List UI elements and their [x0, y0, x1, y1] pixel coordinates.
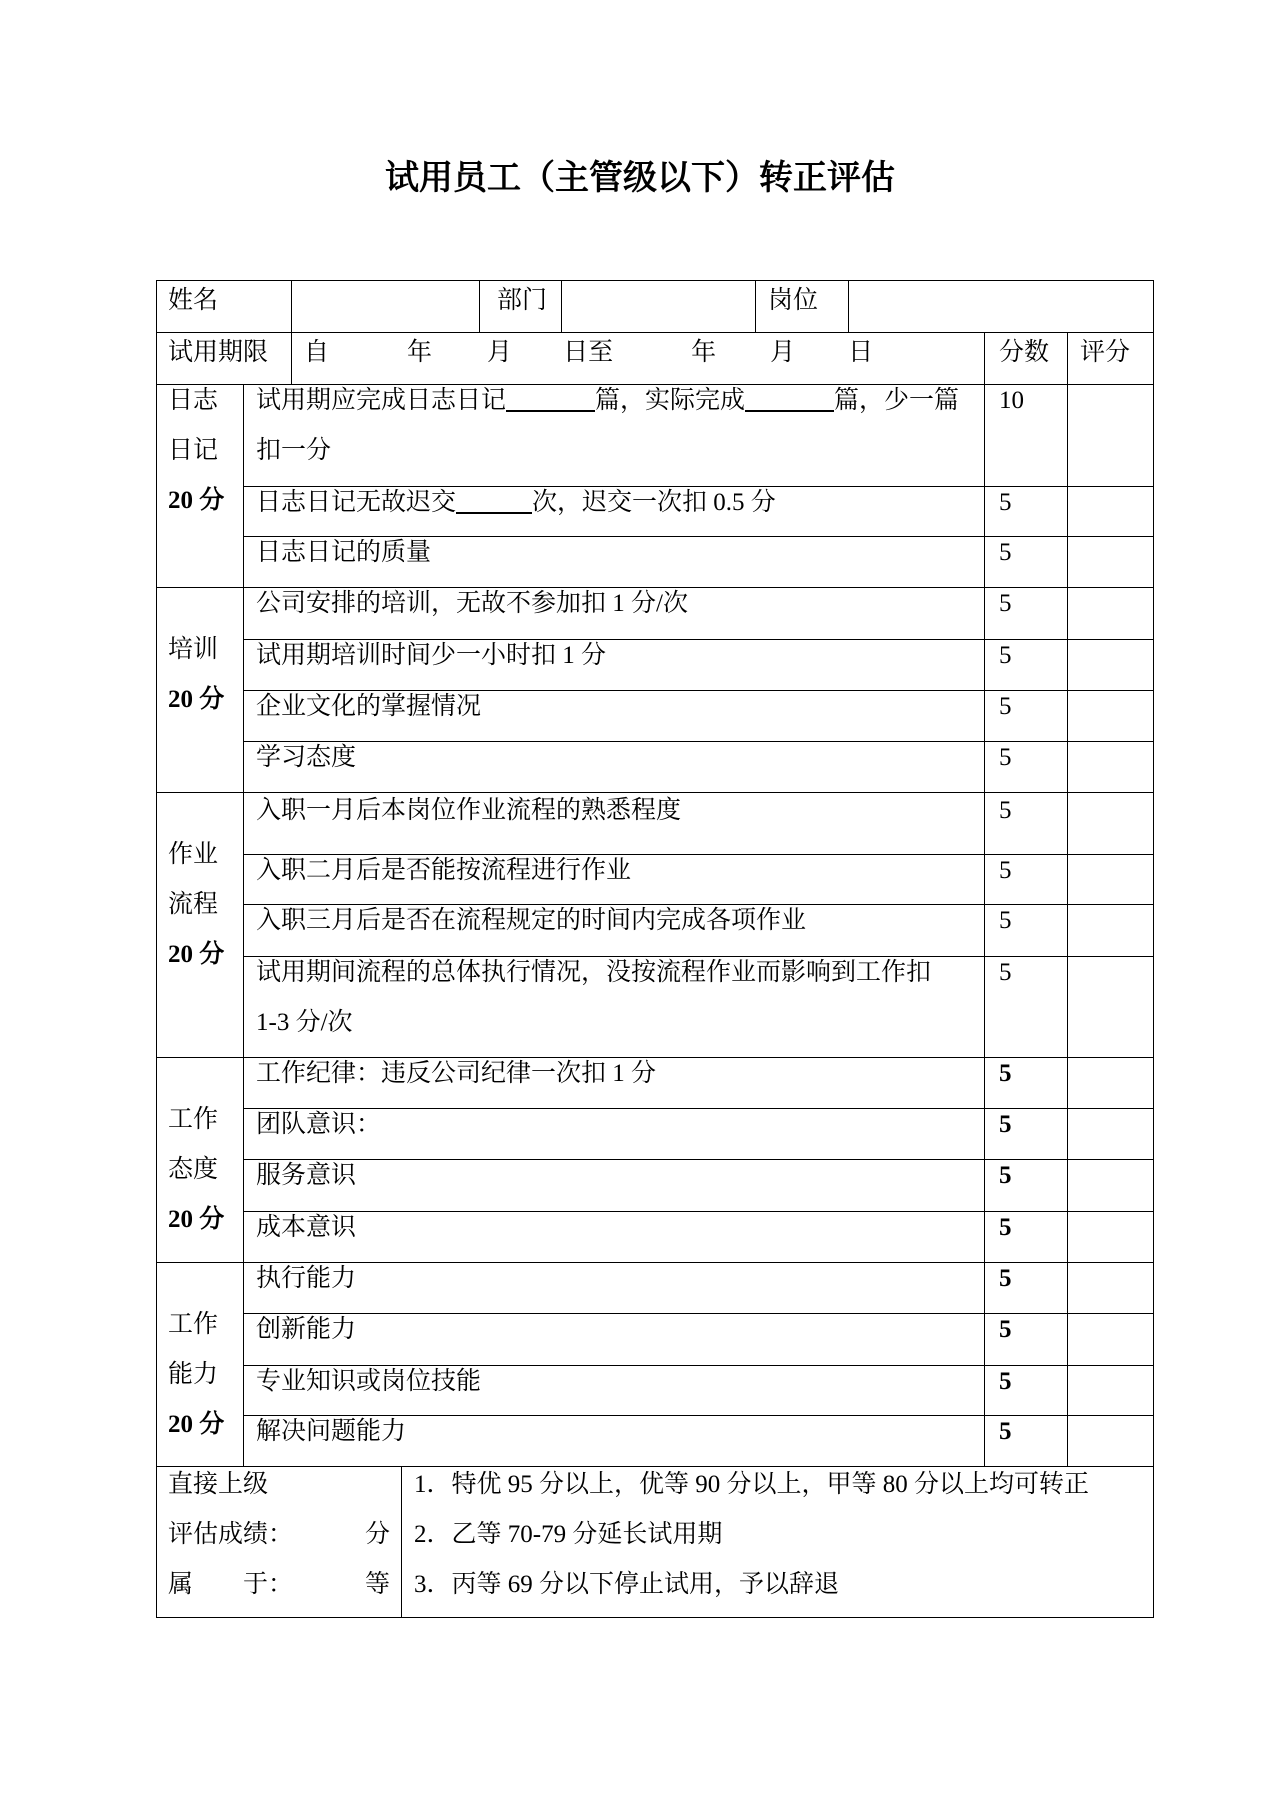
position-value-cell: [849, 281, 1154, 333]
grading-rule: 2．乙等 70-79 分延长试用期: [414, 1521, 723, 1548]
rating-cell: [1068, 1314, 1154, 1366]
position-label: 岗位: [768, 287, 819, 314]
section-label-line: 能力: [168, 1361, 219, 1388]
score-line: [168, 1510, 390, 1560]
rating-cell: [1068, 957, 1154, 1058]
supervisor-evaluation-cell: [157, 1467, 402, 1618]
criterion-text: [256, 376, 978, 476]
criterion-text: [256, 948, 978, 1048]
criterion-text: 团队意识：: [256, 1111, 382, 1138]
criterion-text: 企业文化的掌握情况: [256, 693, 482, 720]
score-unit: 分: [365, 1521, 391, 1548]
name-label-cell: [157, 281, 292, 333]
rating-cell: [1068, 1160, 1154, 1212]
grading-rules: [414, 1460, 1147, 1610]
page-title: 试用员工（主管级以下）转正评估: [385, 160, 895, 197]
evaluation-form-table: [156, 280, 1154, 1618]
department-label-cell: [480, 281, 562, 333]
criterion-text-line: 试用期间流程的总体执行情况，没按流程作业而影响到工作扣: [256, 959, 932, 986]
section-label-line: 态度: [168, 1156, 219, 1183]
criterion-score: 10: [999, 387, 1025, 414]
section-label-text: [168, 1095, 237, 1245]
supervisor-label: 直接上级: [168, 1471, 269, 1498]
rating-cell: [1068, 1416, 1154, 1467]
criterion-text: 公司安排的培训，无故不参加扣 1 分/次: [256, 590, 688, 617]
section-label-line: 日志: [168, 387, 219, 414]
criterion-score: 5: [999, 642, 1012, 669]
criterion-text: 专业知识或岗位技能: [256, 1368, 482, 1395]
rating-cell: [1068, 793, 1154, 855]
criterion-cell: [244, 385, 985, 487]
section-label-line: 工作: [168, 1311, 219, 1338]
name-value-cell: [292, 281, 480, 333]
criterion-score: 5: [999, 857, 1012, 884]
period-month-start: 月: [487, 339, 513, 366]
section-label-workflow: [157, 793, 244, 1058]
score-column-header: 分数: [999, 339, 1050, 366]
criterion-score: 5: [999, 959, 1012, 986]
criterion-score: 5: [999, 1111, 1012, 1138]
criterion-score: 5: [999, 797, 1012, 824]
criterion-text-line: 1-3 分/次: [256, 1009, 353, 1036]
period-label: 试用期限: [168, 339, 269, 366]
rating-cell: [1068, 385, 1154, 487]
criterion-row: [157, 957, 1154, 1058]
section-points: 20 分: [168, 1411, 225, 1438]
criterion-text: 入职一月后本岗位作业流程的熟悉程度: [256, 797, 682, 824]
section-points: 20 分: [168, 686, 225, 713]
criterion-text-part: 试用期应完成日志日记: [256, 387, 507, 414]
rating-cell: [1068, 640, 1154, 691]
rating-header-cell: [1068, 333, 1154, 385]
criterion-text: 解决问题能力: [256, 1418, 407, 1445]
rating-cell: [1068, 691, 1154, 742]
criterion-score: 5: [999, 1162, 1012, 1189]
criterion-cell: [244, 742, 985, 793]
rating-cell: [1068, 537, 1154, 588]
criterion-score: 5: [999, 539, 1012, 566]
department-value-cell: [562, 281, 756, 333]
period-range: [304, 328, 978, 378]
summary-row: [157, 1467, 1154, 1618]
rating-cell: [1068, 588, 1154, 640]
criterion-text: 日志日记的质量: [256, 539, 432, 566]
section-label-line: 流程: [168, 891, 219, 918]
period-from: 自: [304, 339, 330, 366]
name-label: 姓名: [168, 287, 219, 314]
rating-cell: [1068, 1366, 1154, 1416]
criterion-text: 服务意识: [256, 1162, 357, 1189]
criterion-row: [157, 385, 1154, 487]
section-label-training: [157, 588, 244, 793]
criterion-score: 5: [999, 590, 1012, 617]
period-year-end: 年: [691, 339, 717, 366]
fill-in-blank: [456, 490, 532, 514]
section-label-line: 工作: [168, 1106, 219, 1133]
grading-rule: 3．丙等 69 分以下停止试用，予以辞退: [414, 1571, 840, 1598]
grading-rules-cell: [402, 1467, 1154, 1618]
section-label-text: [168, 1300, 237, 1450]
rating-cell: [1068, 905, 1154, 957]
criterion-row: [157, 742, 1154, 793]
info-row: [157, 281, 1154, 333]
rating-cell: [1068, 855, 1154, 905]
grade-unit: 等: [365, 1571, 391, 1598]
criterion-text: 入职三月后是否在流程规定的时间内完成各项作业: [256, 907, 807, 934]
criterion-text: [256, 478, 978, 528]
rating-cell: [1068, 742, 1154, 793]
section-points: 20 分: [168, 941, 225, 968]
criterion-text: 入职二月后是否能按流程进行作业: [256, 857, 632, 884]
period-day-to: 日至: [563, 339, 614, 366]
criterion-text-part: 篇，少一篇: [834, 387, 960, 414]
criterion-score: 5: [999, 1418, 1012, 1445]
grade-line: [168, 1560, 390, 1610]
criterion-score: 5: [999, 1060, 1012, 1087]
period-month-end: 月: [770, 339, 796, 366]
criterion-text-part: 次，迟交一次扣 0.5 分: [532, 489, 776, 516]
section-label-line: 培训: [168, 636, 219, 663]
section-points: 20 分: [168, 1206, 225, 1233]
criterion-text-part: 日志日记无故迟交: [256, 489, 457, 516]
period-year-start: 年: [407, 339, 433, 366]
criterion-cell: [244, 1416, 985, 1467]
section-label-ability: [157, 1263, 244, 1467]
criterion-text: 成本意识: [256, 1214, 357, 1241]
criterion-score: 5: [999, 744, 1012, 771]
section-label-line: 作业: [168, 841, 219, 868]
criterion-text: 试用期培训时间少一小时扣 1 分: [256, 642, 607, 669]
criterion-text-part: 扣一分: [256, 437, 332, 464]
criterion-score: 5: [999, 1214, 1012, 1241]
criterion-score-cell: [985, 742, 1068, 793]
criterion-score: 5: [999, 1265, 1012, 1292]
criterion-text: 学习态度: [256, 744, 357, 771]
section-label-attitude: [157, 1058, 244, 1263]
criterion-row: [157, 1416, 1154, 1467]
section-label-text: [168, 830, 237, 980]
criterion-cell: [244, 957, 985, 1058]
criterion-text: 执行能力: [256, 1265, 357, 1292]
rating-column-header: 评分: [1080, 339, 1131, 366]
criterion-score: 5: [999, 489, 1012, 516]
section-label-journal: [157, 385, 244, 588]
fill-in-blank: [745, 388, 834, 412]
position-label-cell: [756, 281, 849, 333]
department-label: 部门: [497, 287, 548, 314]
criterion-text-part: 篇，实际完成: [595, 387, 746, 414]
rating-cell: [1068, 1109, 1154, 1160]
criterion-score-cell: [985, 385, 1068, 487]
criterion-score: 5: [999, 907, 1012, 934]
criterion-score: 5: [999, 1368, 1012, 1395]
criterion-text: 创新能力: [256, 1316, 357, 1343]
section-label-text: [168, 625, 237, 725]
rating-cell: [1068, 1263, 1154, 1314]
fill-in-blank: [506, 388, 595, 412]
period-day-end: 日: [848, 339, 874, 366]
rating-cell: [1068, 1212, 1154, 1263]
rating-cell: [1068, 1058, 1154, 1109]
section-points: 20 分: [168, 487, 225, 514]
rating-cell: [1068, 487, 1154, 537]
criterion-score-cell: [985, 957, 1068, 1058]
criterion-text: 工作纪律：违反公司纪律一次扣 1 分: [256, 1060, 657, 1087]
section-label-text: [168, 376, 237, 526]
criterion-score-cell: [985, 1416, 1068, 1467]
supervisor-evaluation: [168, 1460, 390, 1610]
criterion-score: 5: [999, 693, 1012, 720]
grade-label: 属 于：: [168, 1571, 294, 1598]
score-label: 评估成绩：: [168, 1521, 294, 1548]
section-label-line: 日记: [168, 437, 219, 464]
criterion-score: 5: [999, 1316, 1012, 1343]
grading-rule: 1．特优 95 分以上，优等 90 分以上，甲等 80 分以上均可转正: [414, 1471, 1090, 1498]
